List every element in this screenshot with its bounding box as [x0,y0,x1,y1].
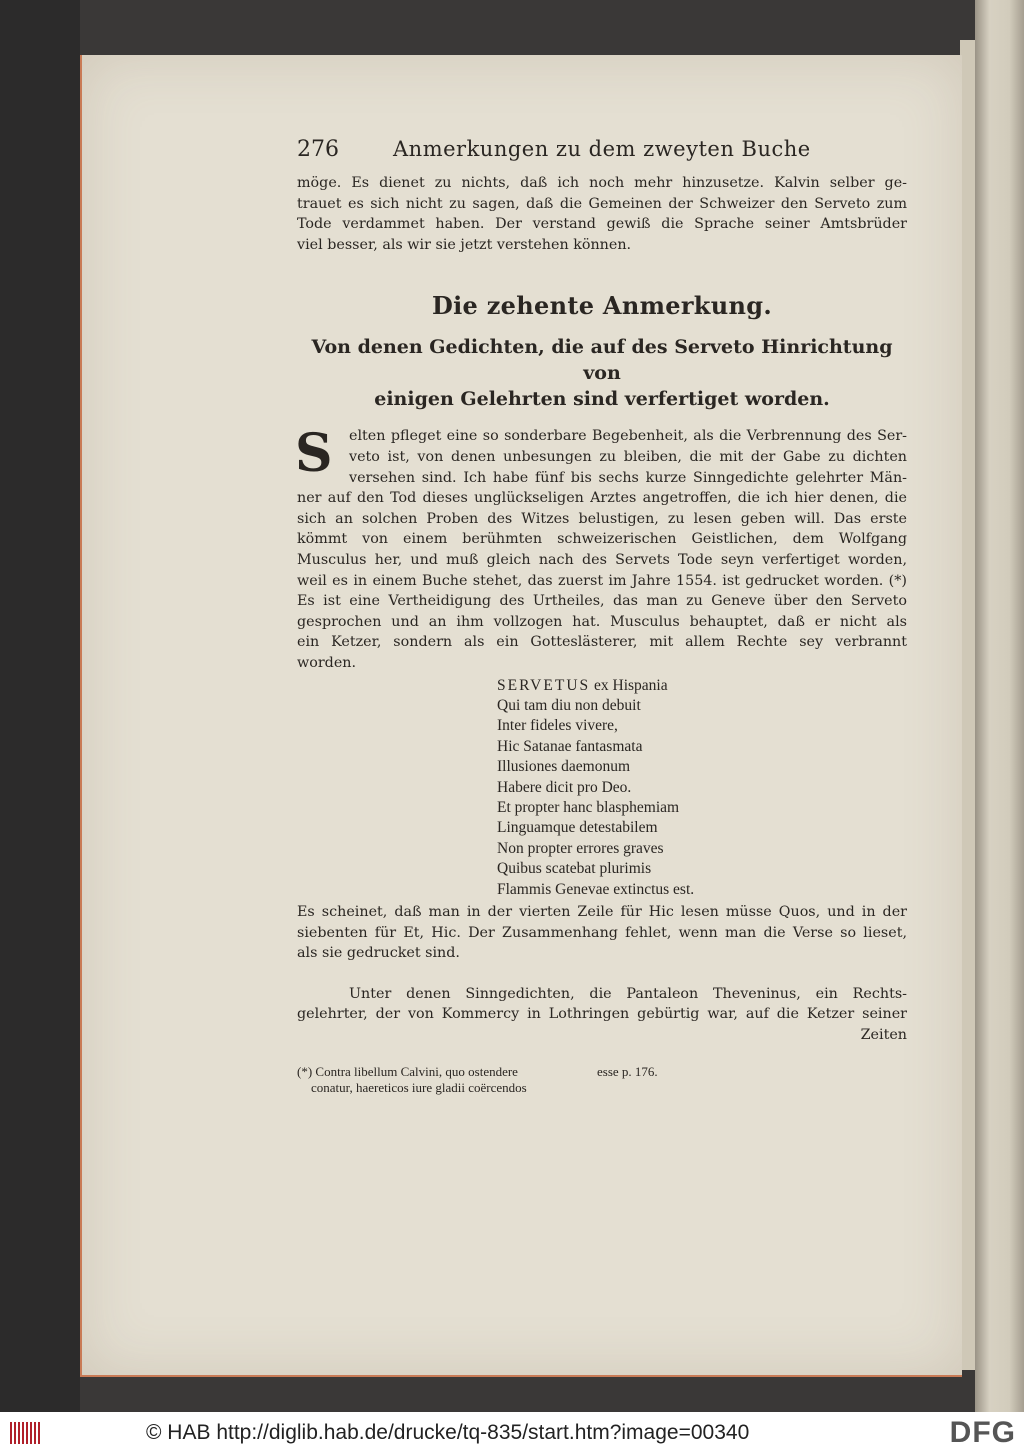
footnote-col-1 [297,1064,597,1096]
text-line: Musculus her, und muß gleich nach des Servets Tode seyn verfertiget worden, [297,551,907,568]
subtitle-line: einigen Gelehrten sind verfertiget worden. [374,388,830,411]
intro-paragraph [297,173,907,255]
poem-line: Inter fideles vivere, [497,717,618,735]
text-line: Es scheinet, daß man in der vierten Zeile für Hic lesen müsse Quos, und in der [297,903,907,920]
poem-first-rest: ex Hispania [590,676,668,694]
book-page [80,55,962,1377]
after-poem-paragraph [297,902,907,964]
footnote-line: conatur, haereticos iure gladii coërcendos [311,1079,527,1095]
poem-line: Quibus scatebat plurimis [497,860,652,878]
text-line: Es ist eine Vertheidigung des Urtheiles, das man zu Geneve über den Serveto [297,593,907,610]
poem-line [497,676,907,696]
drop-cap: S [295,423,333,485]
text-line: kömmt von einem berühmten schweizerischen Geistlichen, dem Wolfgang [297,531,907,548]
text-line: veto ist, von denen unbesungen zu bleiben, die mit der Gabe zu dichten [349,448,907,465]
text-line: ein Ketzer, sondern als ein Gotteslästerer, mit allem Rechte sey verbrannt [297,634,907,651]
poem-first-word: SERVETUS [497,676,591,694]
copyright-link[interactable]: © HAB http://diglib.hab.de/drucke/tq-835/start.htm?image=00340 [146,1420,750,1444]
dfg-logo: DFG [949,1415,1016,1449]
footnote [297,1064,907,1096]
footnote-col-2: esse p. 176. [597,1063,658,1079]
text-line: versehen sind. Ich habe fünf bis sechs kurze Sinngedichte gelehrter Män- [349,469,907,486]
poem-line: Linguamque detestabilem [497,819,658,837]
scanner-background-left [0,0,80,1412]
text-line: Unter denen Sinngedichten, die Pantaleon Theveninus, ein Rechts- [349,985,907,1002]
text-line: elten pfleget eine so sonderbare Begebenheit, als die Verbrennung des Ser- [349,428,907,445]
section-subtitle [297,334,907,412]
poem-line: Qui tam diu non debuit [497,696,641,714]
text-line: als sie gedrucket sind. [297,945,460,962]
text-line: ner auf den Tod dieses unglückseligen Arztes angetroffen, die ich hier denen, die [297,490,907,507]
adjacent-page [975,0,1024,1412]
last-paragraph [297,984,907,1046]
page-number: 276 [297,137,339,162]
text-line: sich an solchen Proben des Witzes belustigen, zu lesen geben will. Das erste [297,510,907,527]
page-content [297,137,907,1096]
text-line: weil es in einem Buche stehet, das zuerst im Jahre 1554. ist gedrucket worden. (*) [297,572,907,589]
text-line: worden. [297,654,357,671]
section-title: Die zehente Anmerkung. [432,291,772,321]
poem-line: Non propter errores graves [497,839,664,857]
poem-line: Flammis Genevae extinctus est. [497,880,695,898]
text-line: siebenten für Et, Hic. Der Zusammenhang fehlet, wenn man die Verse so lieset, [297,924,907,941]
main-paragraph-body [295,423,907,673]
catchword: Zeiten [860,1026,907,1043]
text-line: gelehrter, der von Kommercy in Lothringen gebürtig war, auf die Ketzer seiner [297,1006,907,1023]
text-line: möge. Es dienet zu nichts, daß ich noch mehr hinzusetze. Kalvin selber ge- [297,175,907,191]
running-head [297,137,907,173]
subtitle-line: Von denen Gedichten, die auf des Serveto Hinrichtung von [311,336,893,385]
hab-logo-icon [10,1420,40,1446]
text-line: trauet es sich nicht zu sagen, daß die Gemeinen der Schweizer den Serveto zum [297,195,907,212]
poem-line: Hic Satanae fantasmata [497,737,643,755]
text-line: viel besser, als wir sie jetzt verstehen können. [297,236,632,253]
running-title: Anmerkungen zu dem zweyten Buche [393,137,811,161]
text-line: gesprochen und an ihm vollzogen hat. Musculus behauptet, daß er nicht als [297,613,907,630]
poem-line: Et propter hanc blasphemiam [497,798,680,816]
footnote-line: (*) Contra libellum Calvini, quo ostendere [297,1063,518,1079]
viewer-footer [0,1412,1024,1453]
latin-poem [497,676,907,900]
poem-line: Habere dicit pro Deo. [497,778,632,796]
main-paragraph [295,423,907,673]
text-line: Tode verdammet haben. Der verstand gewiß die Sprache seiner Amtsbrüder [297,216,907,233]
poem-line: Illusiones daemonum [497,758,631,776]
